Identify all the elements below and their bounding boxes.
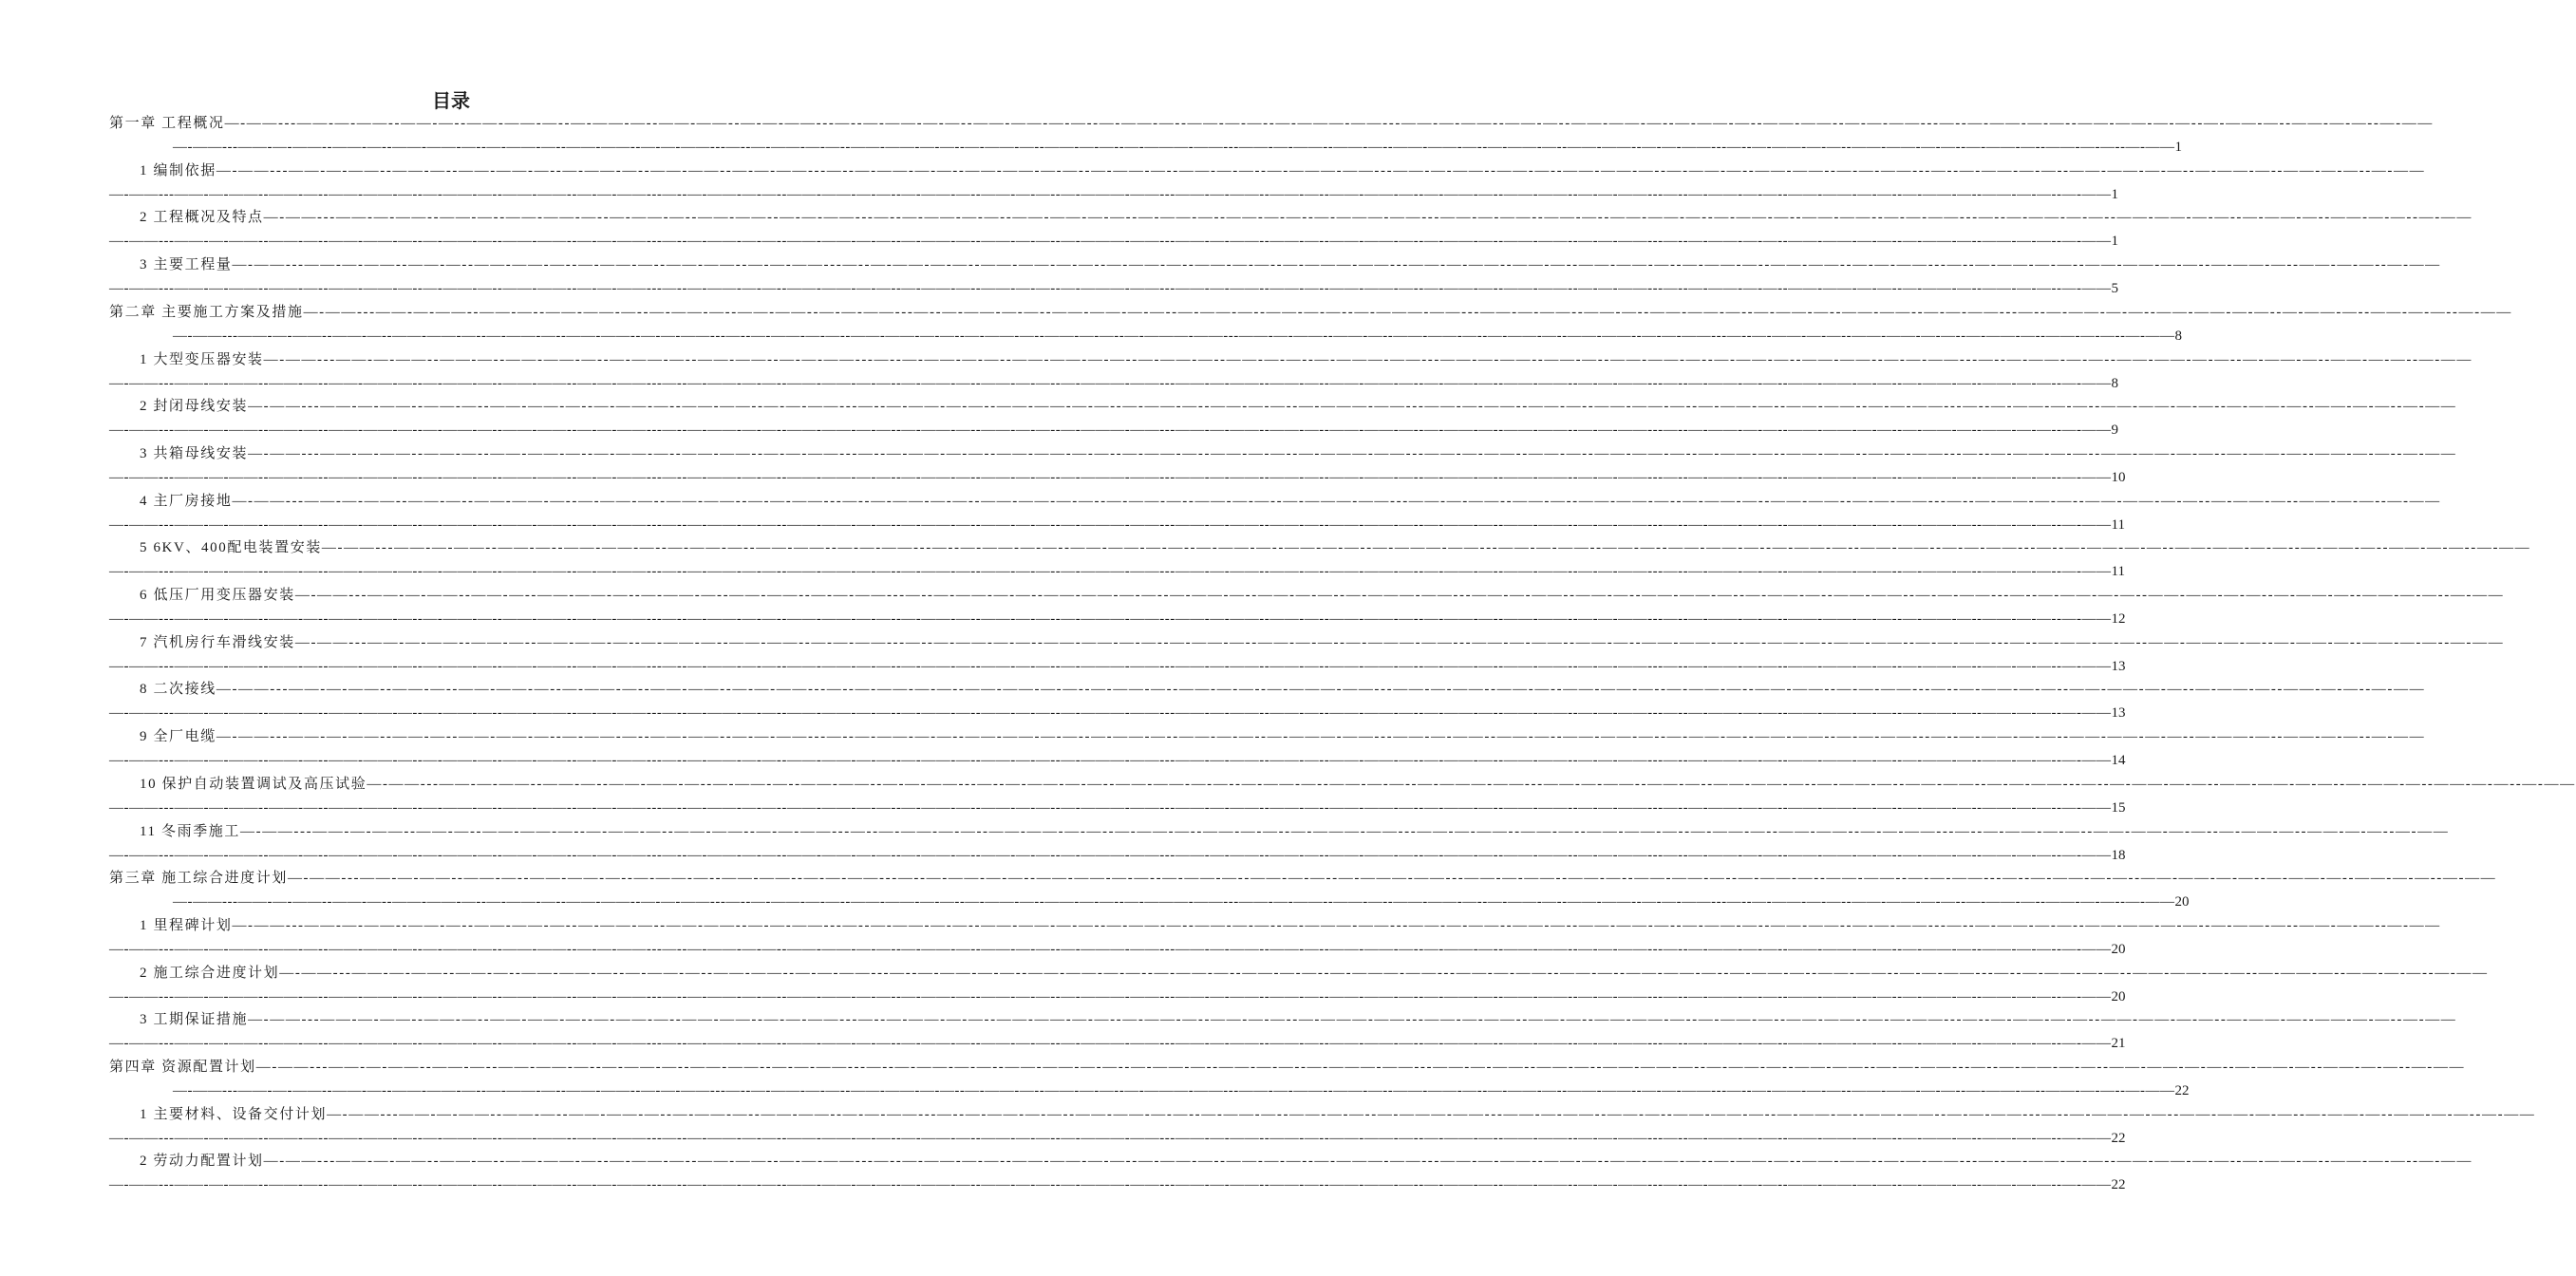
toc-leader: —-——---——-—-——--——-—--——-——-—--—-——-—--——-——--—-—-——---—--—-——-—-—--——-——-—-—--—-——-—--——-—-—--—-———-——---——-—-——--——-—--——-——-—--—-——-—--——-——--—-—-——---—--—-——-—-—--——-——-—-—--—-——-—--——-—-—--—-—— xyxy=(294,635,2505,650)
toc-page-number: 11 xyxy=(2111,564,2125,579)
toc-leader: —-——---——-—-——--——-—--——-——-—--—-——-—--——-——--—-—-——---—--—-——-—-—--——-——-—-—--—-——-—--——-—-—--—-———-——---——-—-——--——-—--——-——-—--—-——-—--——-——--—-—-——---—--—-——-—-—--——-——-—-—--—-——-—--——-—-—--—-—— xyxy=(109,517,2112,533)
toc-leader: —-——---——-—-——--——-—--——-——-—--—-——-—--——-——--—-—-——---—--—-——-—-—--——-——-—-—--—-——-—--——-—-—--—-———-——---——-—-——--——-—--——-——-—--—-——-—--——-——--—-—-——---—--—-——-—-—--——-——-—-—--—-——-—--——-—-—--—-—— xyxy=(367,777,2576,792)
toc-leader: —-——---——-—-——--——-—--——-——-—--—-——-—--——-——--—-—-——---—--—-——-—-—--——-——-—-—--—-——-—--——-—-—--—-———-——---——-—-——--——-—--——-——-—--—-——-—--——-——--—-—-——---—--—-——-—-—--——-——-—-—--—-——-—--——-—-—--—-—— xyxy=(240,824,2450,839)
toc-leader: —-——---——-—-——--——-—--——-——-—--—-——-—--——-——--—-—-——---—--—-——-—-—--——-——-—-—--—-——-—--——-—-—--—-———-——---——-—-——--——-—--——-——-—--—-——-—--——-——--—-—-——---—--—-——-—-—--——-——-—-—--—-——-—--——-—-—--—-—— xyxy=(321,540,2531,555)
toc-leader: —-——---——-—-——--——-—--——-——-—--—-——-—--——-——--—-—-——---—--—-——-—-—--——-——-—-—--—-——-—--——-—-—--—-———-——---——-—-——--——-—--——-——-—--—-——-—--——-——--—-—-——---—--—-——-—-—--——-——-—-—--—-——-—--——-—-—--—-—— xyxy=(248,399,2457,414)
toc-entry-label: 11 冬雨季施工 xyxy=(140,824,240,839)
toc-page-number: 12 xyxy=(2111,611,2126,627)
toc-entry-label: 1 里程碑计划 xyxy=(140,918,233,933)
toc-entry-label: 3 主要工程量 xyxy=(140,257,233,272)
toc-leader: —-——---——-—-——--——-—--——-——-—--—-——-—--——-——--—-—-——---—--—-——-—-—--——-——-—-—--—-——-—--——-—-—--—-———-——---——-—-——--——-—--——-——-—--—-——-—--——-——--—-—-——---—--—-——-—-—--——-——-—-—--—-——-—--——-—-—--—-—— xyxy=(109,1036,2112,1051)
toc-entry-label: 第三章 施工综合进度计划 xyxy=(109,871,288,886)
toc-page-number: 1 xyxy=(2111,187,2119,202)
toc-entry-label: 1 主要材料、设备交付计划 xyxy=(140,1107,328,1122)
toc-leader: —-——---——-—-——--——-—--——-——-—--—-——-—--——-——--—-—-——---—--—-——-—-—--——-——-—-—--—-——-—--——-—-—--—-———-——---——-—-——--——-—--——-——-—--—-——-—--——-——--—-—-——---—--—-——-—-—--——-——-—-—--—-——-—--——-—-—--—-—— xyxy=(216,729,2426,744)
toc-page-number: 9 xyxy=(2111,422,2119,438)
toc-leader: —-——---——-—-——--——-—--——-——-—--—-——-—--——-——--—-—-——---—--—-——-—-—--——-——-—-—--—-——-—--——-—-—--—-———-——---——-—-——--——-—--——-——-—--—-——-—--——-——--—-—-——---—--—-——-—-—--——-——-—-—--—-——-—--——-—-—--—-—— xyxy=(263,210,2473,225)
toc-entry-label: 7 汽机房行车滑线安装 xyxy=(140,635,295,650)
toc-leader: —-——---——-—-——--——-—--——-——-—--—-——-—--——-——--—-—-——---—--—-——-—-—--——-——-—-—--—-——-—--——-—-—--—-———-——---——-—-——--——-—--——-——-—--—-——-—--——-——--—-—-——---—--—-——-—-—--——-——-—-—--—-——-—--——-—-—--—-—— xyxy=(248,1012,2457,1027)
toc-leader: —-——---——-—-——--——-—--——-——-—--—-——-—--——-——--—-—-——---—--—-——-—-—--——-——-—-—--—-——-—--——-—-—--—-———-——---——-—-——--——-—--——-——-—--—-——-—--——-——--—-—-——---—--—-——-—-—--——-——-—-—--—-——-—--——-—-—--—-—— xyxy=(109,848,2112,863)
toc-leader: —-——---——-—-——--——-—--——-——-—--—-——-—--——-——--—-—-——---—--—-——-—-—--——-——-—-—--—-——-—--——-—-—--—-———-——---——-—-——--——-—--——-——-—--—-——-—--——-——--—-—-——---—--—-——-—-—--——-——-—-—--—-——-—--——-—-—--—-—— xyxy=(109,1177,2112,1192)
toc-entry-label: 2 工程概况及特点 xyxy=(140,210,264,225)
toc-page-number: 22 xyxy=(2174,1083,2190,1098)
toc-entry-label: 第二章 主要施工方案及措施 xyxy=(109,305,304,320)
toc-entry-label: 1 大型变压器安装 xyxy=(140,352,264,367)
toc-page-number: 14 xyxy=(2111,753,2126,768)
toc-leader: —-——---——-—-——--——-—--——-——-—--—-——-—--——-——--—-—-——---—--—-——-—-—--——-——-—-—--—-——-—--——-—-—--—-———-——---——-—-——--——-—--——-——-—--—-——-—--——-——--—-—-——---—--—-——-—-—--——-——-—-—--—-——-—--——-—-—--—-—— xyxy=(303,305,2512,320)
toc-leader: —-——---——-—-——--——-—--——-——-—--—-——-—--——-——--—-—-——---—--—-——-—-—--——-——-—-—--—-——-—--——-—-—--—-———-——---——-—-——--——-—--——-——-—--—-——-—--——-——--—-—-——---—--—-——-—-—--——-——-—-—--—-——-—--——-—-—--—-—— xyxy=(263,1154,2473,1169)
toc-leader: —-——---——-—-——--——-—--——-——-—--—-——-—--——-——--—-—-——---—--—-——-—-—--——-——-—-—--—-——-—--——-—-—--—-———-——---——-—-——--——-—--——-——-—--—-——-—--——-——--—-—-——---—--—-——-—-—--——-——-—-—--—-——-—--——-—-—--—-—— xyxy=(287,871,2497,886)
toc-leader: —-——---——-—-——--——-—--——-——-—--—-——-—--——-——--—-—-——---—--—-——-—-—--——-——-—-—--—-——-—--——-—-—--—-———-——---——-—-——--——-—--——-——-—--—-——-—--——-——--—-—-——---—--—-——-—-—--——-——-—-—--—-——-—--——-—-—--—-—— xyxy=(109,234,2112,249)
toc-leader: —-——---——-—-——--——-—--——-——-—--—-——-—--——-——--—-—-——---—--—-——-—-—--——-——-—-—--—-——-—--——-—-—--—-———-——---——-—-——--——-—--——-——-—--—-——-—--——-——--—-—-——---—--—-——-—-—--——-——-—-—--—-——-—--——-—-—--—-—— xyxy=(173,894,2175,910)
toc-leader: —-——---——-—-——--——-—--——-——-—--—-——-—--——-——--—-—-——---—--—-——-—-—--——-——-—-—--—-——-—--——-—-—--—-———-——---——-—-——--——-—--——-——-—--—-——-—--——-——--—-—-——---—--—-——-—-—--——-——-—-—--—-——-—--——-—-—--—-—— xyxy=(109,611,2112,627)
toc-page-number: 5 xyxy=(2111,281,2119,296)
page-title: 目录 xyxy=(432,89,470,112)
toc-leader: —-——---——-—-——--——-—--——-——-—--—-——-—--——-——--—-—-——---—--—-——-—-—--——-——-—-—--—-——-—--——-—-—--—-———-——---——-—-——--——-—--——-——-—--—-——-—--——-——--—-—-——---—--—-——-—-—--——-——-—-—--—-——-—--——-—-—--—-—— xyxy=(248,446,2457,461)
toc-entry-label: 5 6KV、400配电装置安装 xyxy=(140,540,322,555)
toc-page-number: 11 xyxy=(2111,517,2125,533)
toc-entry-label: 第四章 资源配置计划 xyxy=(109,1060,256,1075)
toc-page-number: 10 xyxy=(2111,470,2126,485)
toc-leader: —-——---——-—-——--——-—--——-——-—--—-——-—--——-——--—-—-——---—--—-——-—-—--——-——-—-—--—-——-—--——-—-—--—-———-——---——-—-——--——-—--——-——-—--—-——-—--——-——--—-—-——---—--—-——-—-—--——-——-—-—--—-——-—--——-—-—--—-—— xyxy=(109,659,2112,674)
toc-leader: —-——---——-—-——--——-—--——-——-—--—-——-—--——-——--—-—-——---—--—-——-—-—--——-——-—-—--—-——-—--——-—-—--—-———-——---——-—-——--——-—--——-——-—--—-——-—--——-——--—-—-——---—--—-——-—-—--——-——-—-—--—-——-—--——-—-—--—-—— xyxy=(109,989,2112,1004)
toc-page-number: 22 xyxy=(2111,1177,2126,1192)
toc-leader: —-——---——-—-——--——-—--——-——-—--—-——-—--——-——--—-—-——---—--—-——-—-—--——-——-—-—--—-——-—--——-—-—--—-———-——---——-—-——--——-—--——-——-—--—-——-—--——-——--—-—-——---—--—-——-—-—--——-——-—-—--—-——-—--——-—-—--—-—— xyxy=(173,1083,2175,1098)
toc-leader: —-——---——-—-——--——-—--——-——-—--—-——-—--——-——--—-—-——---—--—-——-—-—--——-——-—-—--—-——-—--——-—-—--—-———-——---——-—-——--——-—--——-——-—--—-——-—--——-——--—-—-——---—--—-——-—-—--——-——-—-—--—-——-—--——-—-—--—-—— xyxy=(109,470,2112,485)
toc-entry-label: 9 全厂电缆 xyxy=(140,729,216,744)
toc-leader: —-——---——-—-——--——-—--——-——-—--—-——-—--——-——--—-—-——---—--—-——-—-—--——-——-—-—--—-——-—--——-—-—--—-———-——---——-—-——--——-—--——-——-—--—-——-—--——-——--—-—-——---—--—-——-—-—--——-——-—-—--—-——-—--——-—-—--—-—— xyxy=(173,140,2175,155)
toc-entry-label: 2 施工综合进度计划 xyxy=(140,966,280,981)
toc-entry-label: 第一章 工程概况 xyxy=(109,116,225,131)
toc-leader: —-——---——-—-——--——-—--——-——-—--—-——-—--——-——--—-—-——---—--—-——-—-—--——-——-—-—--—-——-—--——-—-—--—-———-——---——-—-——--——-—--——-——-—--—-——-—--——-——--—-—-——---—--—-——-—-—--——-——-—-—--—-——-—--——-—-—--—-—— xyxy=(255,1060,2466,1075)
toc-leader: —-——---——-—-——--——-—--——-——-—--—-——-—--——-——--—-—-——---—--—-——-—-—--——-——-—-—--—-——-—--——-—-—--—-———-——---——-—-——--——-—--——-——-—--—-——-—--——-——--—-—-——---—--—-——-—-—--——-——-—-—--—-——-—--——-—-—--—-—— xyxy=(279,966,2489,981)
toc-page-number: 20 xyxy=(2111,942,2126,957)
toc-entry-label: 3 工期保证措施 xyxy=(140,1012,249,1027)
toc-leader: —-——---——-—-——--——-—--——-——-—--—-——-—--——-——--—-—-——---—--—-——-—-—--——-——-—-—--—-——-—--——-—-—--—-———-——---——-—-——--——-—--——-——-—--—-——-—--——-——--—-—-——---—--—-——-—-—--——-——-—-—--—-——-—--——-—-—--—-—— xyxy=(263,352,2473,367)
toc-leader: —-——---——-—-——--——-—--——-——-—--—-——-—--——-——--—-—-——---—--—-——-—-—--——-——-—-—--—-——-—--——-—-—--—-———-——---——-—-——--——-—--——-——-—--—-——-—--——-——--—-—-——---—--—-——-—-—--——-——-—-—--—-——-—--——-—-—--—-—— xyxy=(327,1107,2536,1122)
toc-leader: —-——---——-—-——--——-—--——-——-—--—-——-—--——-——--—-—-——---—--—-——-—-—--——-——-—-—--—-——-—--——-—-—--—-———-——---——-—-——--——-—--——-——-—--—-——-—--——-——--—-—-——---—--—-——-—-—--——-——-—-—--—-——-—--——-—-—--—-—— xyxy=(232,257,2441,272)
toc-leader: —-——---——-—-——--——-—--——-——-—--—-——-—--——-——--—-—-——---—--—-——-—-—--——-——-—-—--—-——-—--——-—-—--—-———-——---——-—-——--——-—--——-——-—--—-——-—--——-——--—-—-——---—--—-——-—-—--——-——-—-—--—-——-—--——-—-—--—-—— xyxy=(109,942,2112,957)
toc-page-number: 1 xyxy=(2174,140,2183,155)
toc-leader: —-——---——-—-——--——-—--——-——-—--—-——-—--——-——--—-—-——---—--—-——-—-—--——-——-—-—--—-——-—--——-—-—--—-———-——---——-—-——--——-—--——-——-—--—-——-—--——-——--—-—-——---—--—-——-—-—--——-——-—-—--—-——-—--——-—-—--—-—— xyxy=(109,376,2112,391)
toc-page-number: 1 xyxy=(2111,234,2119,249)
toc-page-number: 13 xyxy=(2111,705,2126,721)
toc-leader: —-——---——-—-——--——-—--——-——-—--—-——-—--——-——--—-—-——---—--—-——-—-—--——-——-—-—--—-——-—--——-—-—--—-———-——---——-—-——--——-—--——-——-—--—-——-—--——-——--—-—-——---—--—-——-—-—--——-——-—-—--—-——-—--——-—-—--—-—— xyxy=(109,1131,2112,1146)
toc-page-number: 15 xyxy=(2111,800,2126,816)
toc-leader: —-——---——-—-——--——-—--——-——-—--—-——-—--——-——--—-—-——---—--—-——-—-—--——-——-—-—--—-——-—--——-—-—--—-———-——---——-—-——--——-—--——-——-—--—-——-—--——-——--—-—-——---—--—-——-—-—--——-——-—-—--—-——-—--——-—-—--—-—— xyxy=(109,187,2112,202)
toc-page-number: 20 xyxy=(2174,894,2190,910)
toc-page-number: 13 xyxy=(2111,659,2126,674)
toc-leader: —-——---——-—-——--——-—--——-——-—--—-——-—--——-——--—-—-——---—--—-——-—-—--——-——-—-—--—-——-—--——-—-—--—-———-——---——-—-——--——-—--——-——-—--—-——-—--——-——--—-—-——---—--—-——-—-—--——-——-—-—--—-——-—--——-—-—--—-—— xyxy=(216,163,2426,178)
toc-leader: —-——---——-—-——--——-—--——-——-—--—-——-—--——-——--—-—-——---—--—-——-—-—--——-——-—-—--—-——-—--——-—-—--—-———-——---——-—-——--——-—--——-——-—--—-——-—--——-——--—-—-——---—--—-——-—-—--——-——-—-—--—-——-—--——-—-—--—-—— xyxy=(224,116,2434,131)
toc-entry-label: 6 低压厂用变压器安装 xyxy=(140,588,295,603)
toc-leader: —-——---——-—-——--——-—--——-——-—--—-——-—--——-——--—-—-——---—--—-——-—-—--——-——-—-—--—-——-—--——-—-—--—-———-——---——-—-——--——-—--——-——-—--—-——-—--——-——--—-—-——---—--—-——-—-—--——-——-—-—--—-——-—--——-—-—--—-—— xyxy=(216,682,2426,697)
toc-page-number: 20 xyxy=(2111,989,2126,1004)
toc-leader: —-——---——-—-——--——-—--——-——-—--—-——-—--——-——--—-—-——---—--—-——-—-—--——-——-—-—--—-——-—--——-—-—--—-———-——---——-—-——--——-—--——-——-—--—-——-—--——-——--—-—-——---—--—-——-—-—--——-——-—-—--—-——-—--——-—-—--—-—— xyxy=(294,588,2505,603)
toc-entry-label: 2 封闭母线安装 xyxy=(140,399,249,414)
toc-leader: —-——---——-—-——--——-—--——-——-—--—-——-—--——-——--—-—-——---—--—-——-—-—--——-——-—-—--—-——-—--——-—-—--—-———-——---——-—-——--——-—--——-——-—--—-——-—--——-——--—-—-——---—--—-——-—-—--——-——-—-—--—-——-—--——-—-—--—-—— xyxy=(232,494,2441,509)
toc-leader: —-——---——-—-——--——-—--——-——-—--—-——-—--——-——--—-—-——---—--—-——-—-—--——-——-—-—--—-——-—--——-—-—--—-———-——---——-—-——--——-—--——-——-—--—-——-—--——-——--—-—-——---—--—-——-—-—--——-——-—-—--—-——-—--——-—-—--—-—— xyxy=(109,281,2112,296)
toc-leader: —-——---——-—-——--——-—--——-——-—--—-——-—--——-——--—-—-——---—--—-——-—-—--——-——-—-—--—-——-—--——-—-—--—-———-——---——-—-——--——-—--——-——-—--—-——-—--——-——--—-—-——---—--—-——-—-—--——-——-—-—--—-——-—--——-—-—--—-—— xyxy=(109,564,2112,579)
toc-leader: —-——---——-—-——--——-—--——-——-—--—-——-—--——-——--—-—-——---—--—-——-—-—--——-——-—-—--—-——-—--——-—-—--—-———-——---——-—-——--——-—--——-——-—--—-——-—--——-——--—-—-——---—--—-——-—-—--——-——-—-—--—-——-—--——-—-—--—-—— xyxy=(232,918,2441,933)
toc-entry-label: 2 劳动力配置计划 xyxy=(140,1154,264,1169)
toc-entry-label: 8 二次接线 xyxy=(140,682,216,697)
toc-page-number: 8 xyxy=(2174,328,2183,344)
toc-entry-label: 1 编制依据 xyxy=(140,163,216,178)
toc-entry-label: 4 主厂房接地 xyxy=(140,494,233,509)
toc-page-number: 18 xyxy=(2111,848,2126,863)
toc-entry-label: 3 共箱母线安装 xyxy=(140,446,249,461)
toc-entry-label: 10 保护自动装置调试及高压试验 xyxy=(140,777,367,792)
toc-leader: —-——---——-—-——--——-—--——-——-—--—-——-—--——-——--—-—-——---—--—-——-—-—--——-——-—-—--—-——-—--——-—-—--—-———-——---——-—-——--——-—--——-——-—--—-——-—--——-——--—-—-——---—--—-——-—-—--——-——-—-—--—-——-—--——-—-—--—-—— xyxy=(109,753,2112,768)
toc-page-number: 8 xyxy=(2111,376,2119,391)
toc-leader: —-——---——-—-——--——-—--——-——-—--—-——-—--——-——--—-—-——---—--—-——-—-—--——-——-—-—--—-——-—--——-—-—--—-———-——---——-—-——--——-—--——-——-—--—-——-—--——-——--—-—-——---—--—-——-—-—--——-——-—-—--—-——-—--——-—-—--—-—— xyxy=(109,800,2112,816)
toc-leader: —-——---——-—-——--——-—--——-——-—--—-——-—--——-——--—-—-——---—--—-——-—-—--——-——-—-—--—-——-—--——-—-—--—-———-——---——-—-——--——-—--——-——-—--—-——-—--——-——--—-—-——---—--—-——-—-—--——-——-—-—--—-——-—--——-—-—--—-—— xyxy=(109,705,2112,721)
toc-leader: —-——---——-—-——--——-—--——-——-—--—-——-—--——-——--—-—-——---—--—-——-—-—--——-——-—-—--—-——-—--——-—-—--—-———-——---——-—-——--——-—--——-——-—--—-——-—--——-——--—-—-——---—--—-——-—-—--——-——-—-—--—-——-—--——-—-—--—-—— xyxy=(173,328,2175,344)
toc-page-number: 21 xyxy=(2111,1036,2126,1051)
toc-leader: —-——---——-—-——--——-—--——-——-—--—-——-—--——-——--—-—-——---—--—-——-—-—--——-——-—-—--—-——-—--——-—-—--—-———-——---——-—-——--——-—--——-——-—--—-——-—--——-——--—-—-——---—--—-——-—-—--——-——-—-—--—-——-—--——-—-—--—-—— xyxy=(109,422,2112,438)
toc-page-number: 22 xyxy=(2111,1131,2126,1146)
